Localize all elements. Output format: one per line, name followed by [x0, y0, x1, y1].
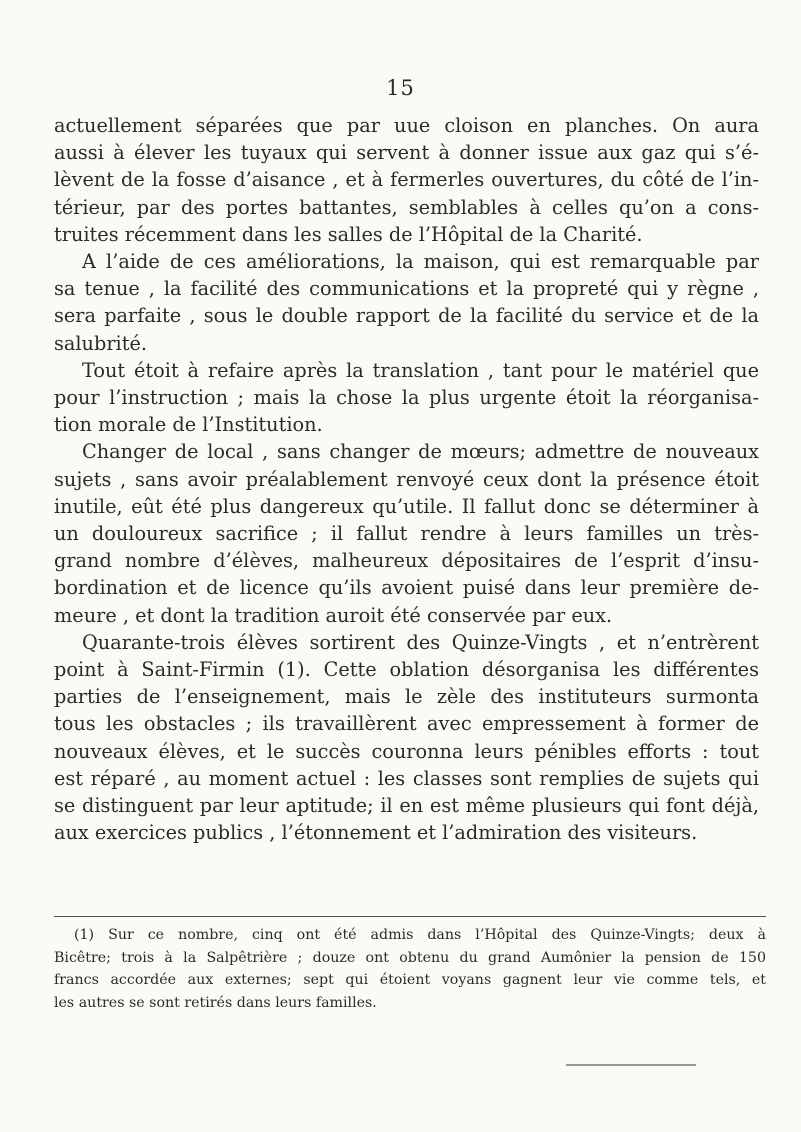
paragraph [54, 248, 759, 357]
text-line: nouveaux élèves, et le succès couronna leurs pénibles efforts : tout [54, 739, 759, 763]
text-line: sujets , sans avoir préalablement renvoyé ceux dont la présence étoit [54, 467, 759, 491]
text-line: point à Saint-Firmin (1). Cette oblation désorganisa les différentes [54, 658, 759, 682]
paragraph [54, 438, 759, 628]
text-line: térieur, par des portes battantes, semblables à celles qu’on a cons- [54, 195, 759, 219]
paragraph [54, 629, 759, 847]
footnote-line: les autres se sont retirés dans leurs familles. [54, 994, 377, 1011]
footnote [54, 924, 766, 1014]
text-line: aux exercices publics , l’étonnement et l’admiration des visiteurs. [54, 821, 698, 845]
text-line: lèvent de la fosse d’aisance , et à fermerles ouvertures, du côté de l’in- [54, 168, 759, 192]
text-line: parties de l’enseignement, mais le zèle des instituteurs surmonta [54, 685, 759, 709]
page-number: 15 [386, 76, 415, 100]
text-line: meure , et dont la tradition auroit été conservée par eux. [54, 603, 613, 627]
text-line: grand nombre d’élèves, malheureux dépositaires de l’esprit d’insu- [54, 549, 759, 573]
text-line: sa tenue , la facilité des communications et la propreté qui y règne , [54, 277, 759, 301]
text-line: bordination et de licence qu’ils avoient puisé dans leur première de- [54, 576, 759, 600]
text-line: tous les obstacles ; ils travaillèrent avec empressement à former de [54, 712, 759, 736]
text-line: Changer de local , sans changer de mœurs; admettre de nouveaux [82, 440, 759, 464]
paragraph [54, 357, 759, 439]
paragraph [54, 112, 759, 248]
text-line: tion morale de l’Institution. [54, 413, 323, 437]
footnote-line: (1) Sur ce nombre, cinq ont été admis dans l’Hôpital des Quinze-Vingts; deux à [74, 927, 766, 943]
text-line: truites récemment dans les salles de l’Hôpital de la Charité. [54, 222, 643, 246]
text-line: inutile, eût été plus dangereux qu’utile. Il fallut donc se déterminer à [54, 494, 759, 518]
footnote-line: Bicêtre; trois à la Salpêtrière ; douze ont obtenu du grand Aumônier la pension de 150 [54, 949, 766, 966]
footnote-line: francs accordée aux externes; sept qui étoient voyans gagnent leur vie comme tels, et [54, 972, 766, 988]
text-line: sera parfaite , sous le double rapport de la facilité du service et de la [54, 304, 759, 328]
text-line: salubrité. [54, 331, 147, 355]
text-line: pour l’instruction ; mais la chose la plus urgente étoit la réorganisa- [54, 386, 759, 410]
text-line: Quarante-trois élèves sortirent des Quinze-Vingts , et n’entrèrent [82, 630, 759, 654]
text-line: un douloureux sacrifice ; il fallut rendre à leurs familles un très- [54, 522, 759, 546]
text-line: est réparé , au moment actuel : les classes sont remplies de sujets qui [54, 766, 759, 790]
body-text [54, 112, 759, 846]
text-line: actuellement séparées que par uue cloison en planches. On aura [54, 114, 759, 137]
footnote-divider [54, 916, 766, 917]
bottom-mark [566, 1064, 696, 1066]
text-line: aussi à élever les tuyaux qui servent à donner issue aux gaz qui s’é- [54, 141, 759, 165]
text-line: se distinguent par leur aptitude; il en est même plusieurs qui font déjà, [54, 794, 759, 818]
text-line: A l’aide de ces améliorations, la maison, qui est remarquable par [82, 250, 759, 274]
text-line: Tout étoit à refaire après la translation , tant pour le matériel que [82, 358, 759, 382]
